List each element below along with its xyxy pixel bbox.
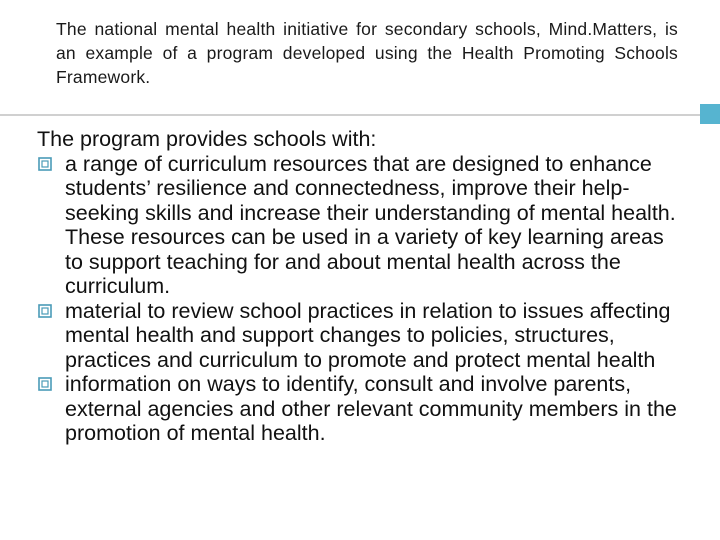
bullet-text: a range of curriculum resources that are designed to enhance students’ resilience and connectedness, improve their help-seeking skills and increase their understanding of mental health. These resources can be used in a variety of key learning areas to support teaching for and about mental health across the curriculum. <box>65 151 676 298</box>
bullet-item <box>37 299 687 373</box>
accent-square <box>700 104 720 124</box>
slide-header-paragraph: The national mental health initiative for secondary schools, Mind.Matters, is an example of a program developed using the Health Promoting Schools Framework. <box>56 19 678 87</box>
slide-body <box>37 127 687 446</box>
bullet-text: information on ways to identify, consult and involve parents, external agencies and other relevant community members in the promotion of mental health. <box>65 372 677 445</box>
hollow-square-bullet-icon <box>38 377 52 391</box>
hollow-square-bullet-icon <box>38 157 52 171</box>
intro-text: The program provides schools with: <box>37 127 377 151</box>
hollow-square-bullet-icon <box>38 304 52 318</box>
bullet-item <box>37 152 687 299</box>
bullet-item <box>37 372 687 446</box>
header-divider <box>0 114 720 116</box>
bullet-text: material to review school practices in relation to issues affecting mental health and support changes to policies, structures, practices and curriculum to promote and protect mental health <box>65 298 671 372</box>
bullet-list <box>37 152 687 446</box>
